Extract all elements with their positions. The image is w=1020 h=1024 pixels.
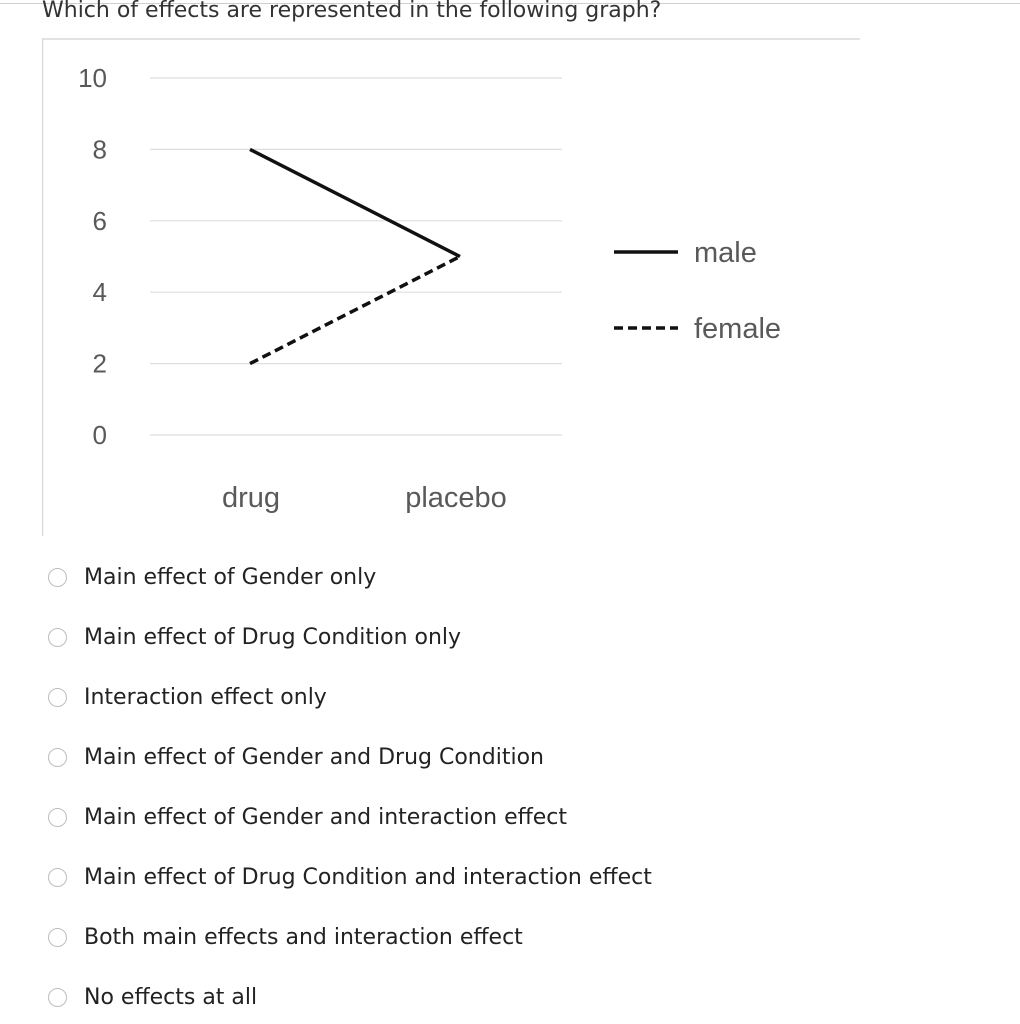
chart: [42, 38, 860, 536]
option-5[interactable]: [48, 802, 567, 832]
option-label: Main effect of Gender and Drug Condition: [84, 744, 544, 770]
y-tick-label: 8: [92, 134, 107, 165]
option-3[interactable]: [48, 682, 327, 712]
y-tick-label: 4: [92, 277, 107, 308]
chart-area: [43, 39, 860, 536]
radio-button[interactable]: [48, 808, 67, 827]
legend-label-male: male: [694, 237, 757, 269]
y-tick-label: 10: [78, 63, 107, 93]
option-label: Main effect of Gender and interaction effect: [84, 804, 568, 830]
y-tick-label: 2: [92, 348, 107, 379]
option-label: Interaction effect only: [84, 684, 327, 710]
option-label: No effects at all: [84, 984, 258, 1010]
x-tick-label: placebo: [405, 482, 507, 514]
option-6[interactable]: [48, 862, 652, 892]
legend-label-female: female: [694, 313, 782, 345]
radio-button[interactable]: [48, 928, 67, 947]
option-label: Both main effects and interaction effect: [84, 924, 523, 950]
x-tick-label: drug: [221, 482, 281, 514]
y-tick-label: 0: [92, 420, 107, 450]
radio-button[interactable]: [48, 748, 67, 767]
question-text: Which of effects are represented in the following graph?: [42, 0, 662, 23]
radio-button[interactable]: [48, 868, 67, 887]
option-label: Main effect of Gender only: [84, 564, 377, 590]
option-label: Main effect of Drug Condition and interaction effect: [84, 864, 652, 890]
chart-svg: [42, 38, 860, 536]
option-1[interactable]: [48, 562, 376, 592]
radio-button[interactable]: [48, 568, 67, 587]
option-2[interactable]: [48, 622, 461, 652]
radio-button[interactable]: [48, 628, 67, 647]
radio-button[interactable]: [48, 688, 67, 707]
option-7[interactable]: [48, 922, 523, 952]
option-8[interactable]: [48, 982, 257, 1012]
radio-button[interactable]: [48, 988, 67, 1007]
y-tick-label: 6: [92, 205, 107, 236]
option-4[interactable]: [48, 742, 544, 772]
option-label: Main effect of Drug Condition only: [84, 624, 462, 650]
